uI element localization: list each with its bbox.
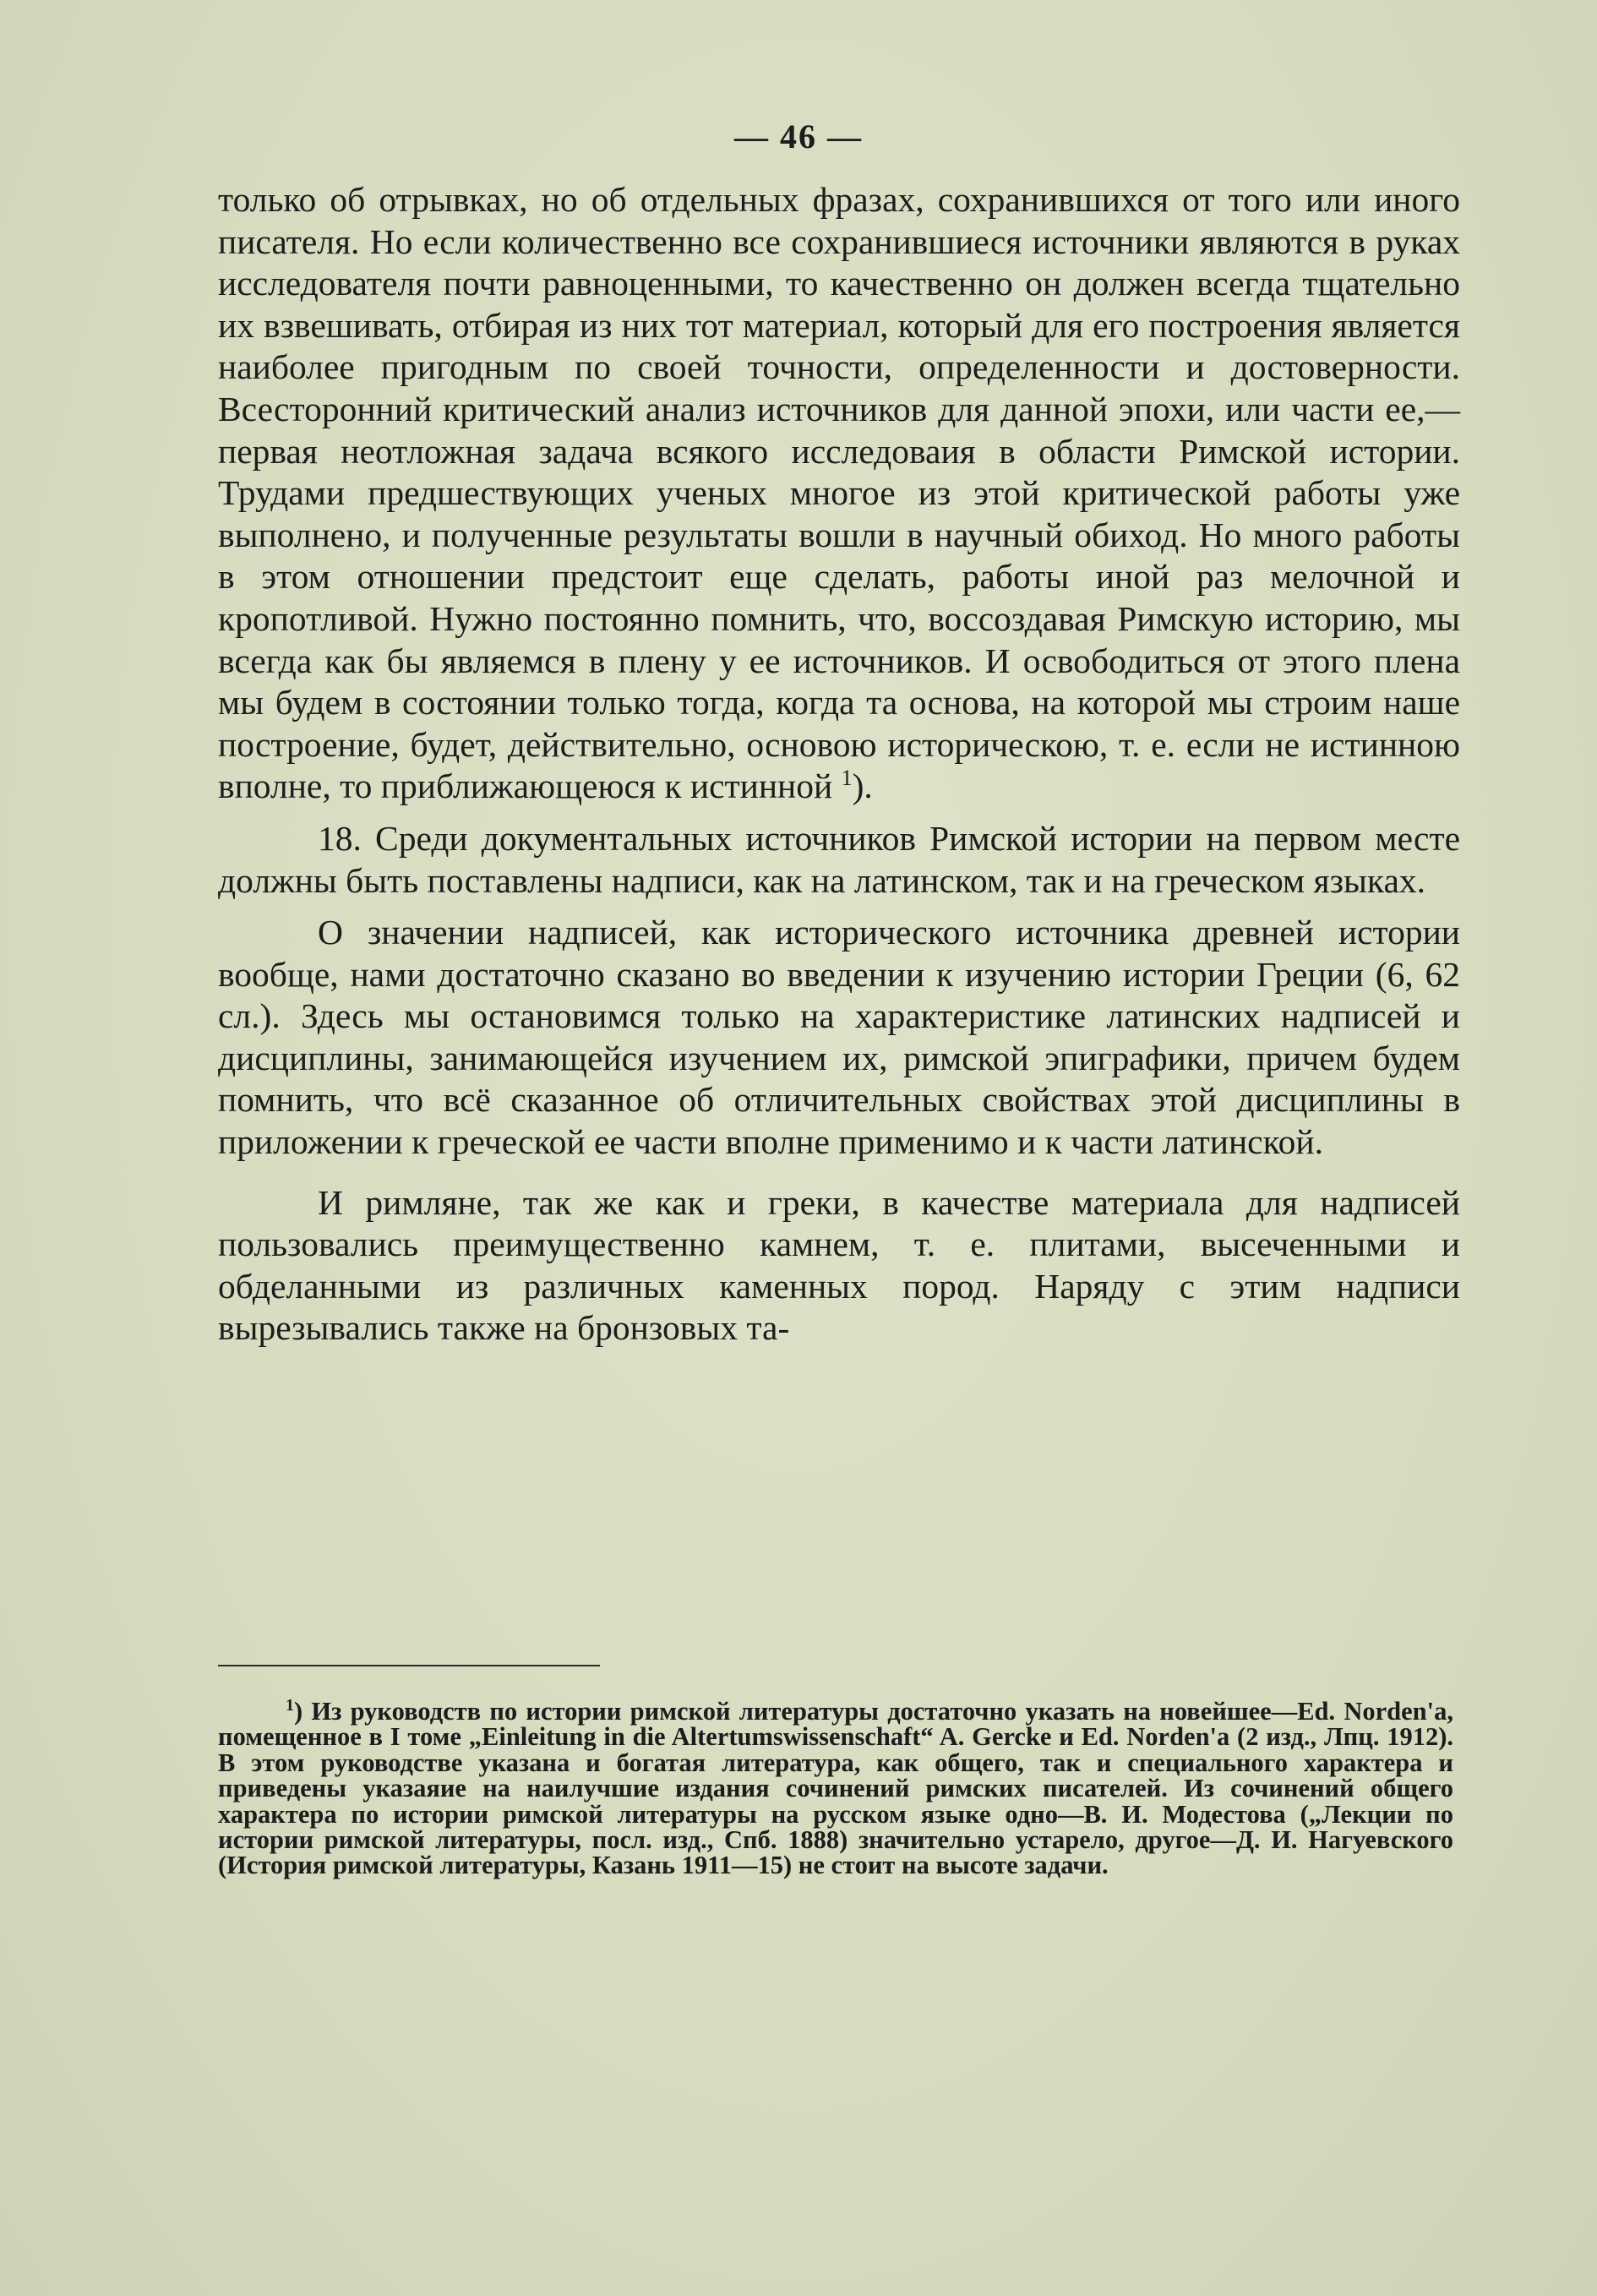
footnote-paragraph: [218, 1695, 1453, 1880]
main-text: [218, 179, 1460, 1350]
paragraph-inscription-materials: И римляне, так же как и греки, в качестве материала для надписей пользовались преимущественно камнем, т. е. плитами, высеченными и обделанными из различных каменных пород. Наряду с этим надписи вырезывались также на бронзовых та-: [218, 1182, 1460, 1348]
paragraph-continuation: [218, 179, 1460, 808]
paragraph-section-18: 18. Среди документальных источников Римской истории на первом месте должны быть поставлены надписи, как на латинском, так и на греческом языках.: [218, 818, 1460, 900]
footnote-mark: 1: [286, 1695, 294, 1715]
footnote-text: ) Из руководств по истории римской литературы достаточно указать на новейшее—Ed. Norden'a, помещенное в I томе „Einleitung in die Altertumswissenschaft“ A. Gercke и Ed. Norden'a (2 изд., Лпц. 1912). В этом руководстве указана и богатая литература, как общего, так и специального характера и приведены указаяие на наилучшие издания сочинений римских писателей. Из сочинений общего характера по истории римской литературы на русском языке одно—В. И. Модестова („Лекции по истории римской литературы, посл. изд., Спб. 1888) значительно устарело, другое—Д. И. Нагуевского (История римской литературы, Казань 1911—15) не стоит на высоте задачи.: [218, 1697, 1453, 1880]
paragraph-1-text: только об отрывках, но об отдельных фразах, сохранившихся от того или иного писателя. Но если количественно все сохранившиеся источники являются в руках исследователя почти равноценными, то качественно он должен всегда тщательно их взвешивать, отбирая из них тот материал, который для его построения является наиболее пригодным по своей точности, определенности и достоверности. Всесторонний критический анализ источников для данной эпохи, или части ее,—первая неотложная задача всякого исследоваия в области Римской истории. Трудами предшествующих ученых многое из этой критической работы уже выполнено, и полученные результаты вошли в научный обиход. Но много работы в этом отношении предстоит еще сделать, работы иной раз мелочной и кропотливой. Нужно постоянно помнить, что, воссоздавая Римскую историю, мы всегда как бы являемся в плену у ее источников. И освободиться от этого плена мы будем в состоянии только тогда, когда та основа, на которой мы строим наше построение, будет, действительно, основою историческою, т. е. если не истинною вполне, то приближающеюся к истинной: [218, 180, 1460, 806]
paragraph-1-end: ).: [852, 766, 873, 806]
footnote: [218, 1695, 1453, 1880]
page-number: — 46 —: [734, 117, 863, 155]
footnote-divider: [218, 1665, 600, 1666]
paragraph-inscriptions-significance: О значении надписей, как исторического источника древней истории вообще, нами достаточно сказано во введении к изучению истории Греции (6, 62 сл.). Здесь мы остановимся только на характеристике латинских надписей и дисциплины, занимающейся изучением их, римской эпиграфики, причем будем помнить, что всё сказанное об отличительных свойствах этой дисциплины в приложении к греческой ее части вполне применимо и к части латинской.: [218, 913, 1460, 1162]
footnote-reference: 1: [841, 766, 853, 791]
